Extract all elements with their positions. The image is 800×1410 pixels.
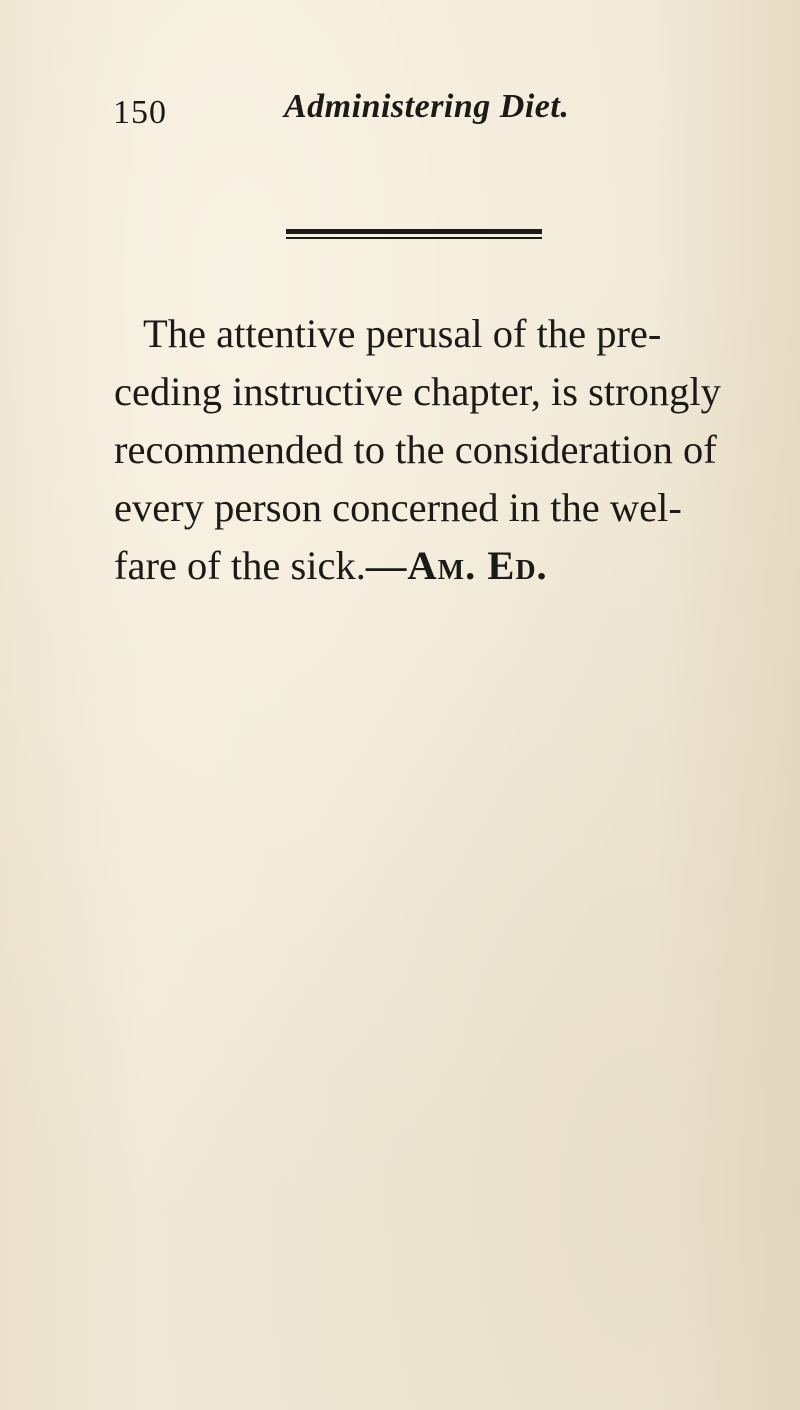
paragraph-line: The attentive perusal of the pre-: [143, 311, 662, 356]
rule-thin-line: [286, 237, 542, 239]
paragraph: [114, 305, 774, 595]
page-number: 150: [113, 94, 167, 131]
running-title: Administering Diet.: [284, 88, 570, 125]
paragraph-last-line: [114, 537, 774, 595]
paragraph-line: recommended to the consideration of: [114, 427, 717, 472]
paragraph-line: every person concerned in the wel-: [114, 485, 682, 530]
paragraph-line: ceding instructive chapter, is strongly: [114, 369, 721, 414]
paragraph-line: fare of the sick.: [114, 543, 366, 588]
running-head: [0, 88, 800, 148]
editor-signature: —Am. Ed.: [365, 543, 548, 588]
ornamental-rule: [286, 229, 542, 239]
rule-thick-line: [286, 229, 542, 234]
